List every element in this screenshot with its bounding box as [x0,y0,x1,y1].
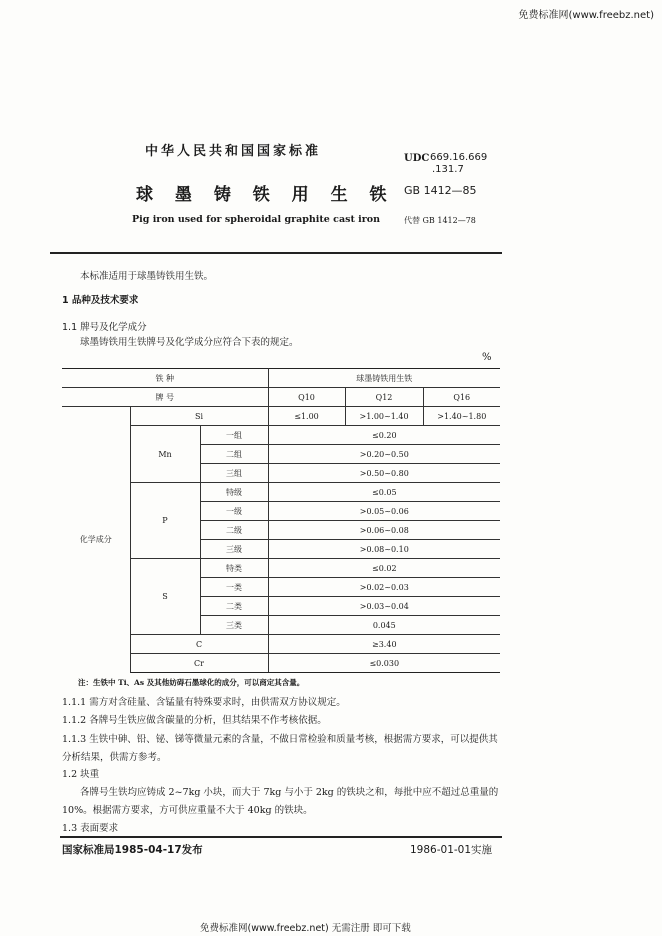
mn-group: 三组 [200,464,268,483]
udc-code-2: .131.7 [432,164,464,175]
s-class: 二类 [200,597,268,616]
mn-value: >0.50~0.80 [268,464,500,483]
footer-divider [60,836,502,838]
s-value: >0.02~0.03 [268,578,500,597]
mn-group: 一组 [200,426,268,445]
s-value: ≤0.02 [268,559,500,578]
p-label: P [130,483,200,559]
s-label: S [130,559,200,635]
mn-value: ≤0.20 [268,426,500,445]
s-value: >0.03~0.04 [268,597,500,616]
title-cn: 球 墨 铸 铁 用 生 铁 [136,185,395,205]
p-grade: 特级 [200,483,268,502]
s-value: 0.045 [268,616,500,635]
p-value: ≤0.05 [268,483,500,502]
title-en: Pig iron used for spheroidal graphite cast iron [132,214,381,225]
cr-value: ≤0.030 [268,654,500,673]
clause-1-1-3: 1.1.3 生铁中砷、铅、铋、锑等微量元素的含量，不做日常检验和质量考核，根据需方要求，可以提供其 [62,734,498,745]
section-1-1-text: 球墨铸铁用生铁牌号及化学成分应符合下表的规定。 [80,337,299,348]
s-class: 特类 [200,559,268,578]
header-type: 铁 种 [62,369,268,388]
mn-value: >0.20~0.50 [268,445,500,464]
si-q10: ≤1.00 [268,407,345,426]
divider [50,252,502,254]
p-value: >0.05~0.06 [268,502,500,521]
table-note: 注：生铁中 Ti、As 及其他妨碍石墨球化的成分，可以商定其含量。 [78,678,305,687]
mn-label: Mn [130,426,200,483]
p-grade: 一级 [200,502,268,521]
watermark-top: 免费标准网(www.freebz.net) [518,10,654,21]
header-grade: 牌 号 [62,388,268,407]
chemical-composition-table [62,368,500,673]
si-q12: >1.00~1.40 [345,407,423,426]
grade-q16: Q16 [423,388,500,407]
intro: 本标准适用于球墨铸铁用生铁。 [80,271,214,282]
section-1-3: 1.3 表面要求 [62,823,119,834]
p-grade: 二级 [200,521,268,540]
c-label: C [130,635,268,654]
grade-q10: Q10 [268,388,345,407]
s-class: 一类 [200,578,268,597]
p-value: >0.06~0.08 [268,521,500,540]
section-1: 1 品种及技术要求 [62,295,139,306]
si-label: Si [130,407,268,426]
s-class: 三类 [200,616,268,635]
cr-label: Cr [130,654,268,673]
clause-1-1-2: 1.1.2 各牌号生铁应做含碳量的分析，但其结果不作考核依据。 [62,715,327,726]
p-grade: 三级 [200,540,268,559]
gb-number: GB 1412—85 [404,184,477,197]
si-q16: >1.40~1.80 [423,407,500,426]
clause-1-1-3-cont: 分析结果，供需方参考。 [62,752,167,763]
udc-label: UDC [404,153,430,164]
udc-code: 669.16.669 [430,152,488,163]
nation-standard: 中华人民共和国国家标准 [145,144,322,159]
p-value: >0.08~0.10 [268,540,500,559]
section-1-2: 1.2 块重 [62,769,100,780]
chem-label: 化学成分 [62,407,130,673]
section-1-2-text-cont: 10%。根据需方要求，方可供应重量不大于 40kg 的铁块。 [62,805,313,816]
section-1-1: 1.1 牌号及化学成分 [62,322,147,333]
unit: % [482,352,492,363]
c-value: ≥3.40 [268,635,500,654]
effective-date: 1986-01-01实施 [410,844,493,856]
grade-q12: Q12 [345,388,423,407]
header-type-value: 球墨铸铁用生铁 [268,369,500,388]
issue-date: 国家标准局1985-04-17发布 [62,844,203,856]
section-1-2-text: 各牌号生铁均应铸成 2~7kg 小块，而大于 7kg 与小于 2kg 的铁块之和，每批中应不超过总重量的 [80,787,499,798]
mn-group: 二组 [200,445,268,464]
clause-1-1-1: 1.1.1 需方对含硅量、含锰量有特殊要求时，由供需双方协议规定。 [62,697,346,708]
replaces: 代替 GB 1412—78 [404,216,476,225]
watermark-bottom: 免费标准网(www.freebz.net) 无需注册 即可下载 [200,923,411,934]
